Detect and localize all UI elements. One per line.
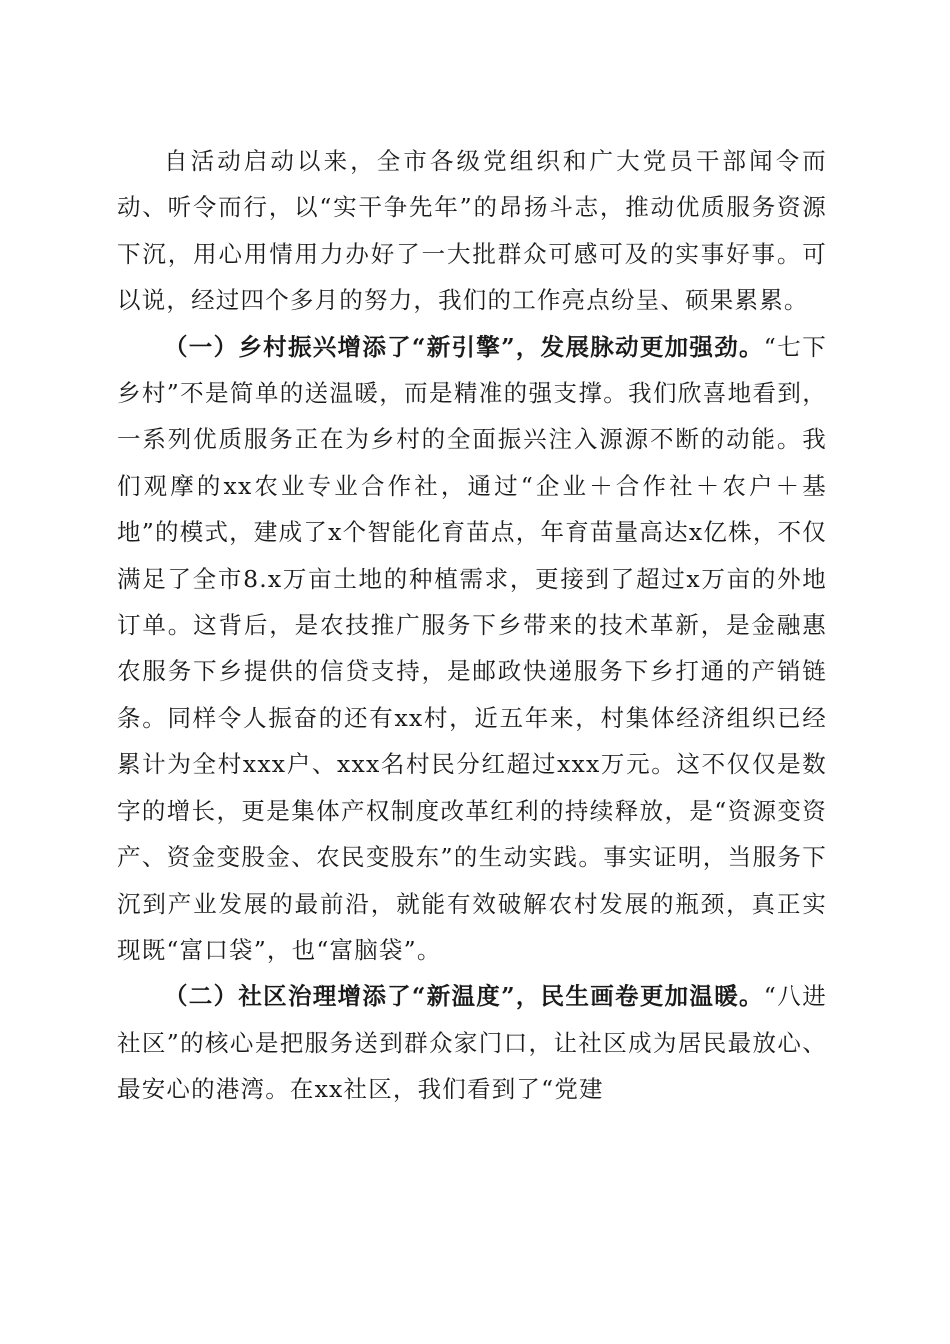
document-body	[117, 138, 827, 1113]
section-heading-community: （二）社区治理增添了“新温度”，民生画卷更加温暖。	[164, 982, 764, 1011]
paragraph-rural-revitalization	[117, 324, 827, 974]
paragraph-intro-text: 自活动启动以来，全市各级党组织和广大党员干部闻令而动、听令而行，以“实干争先年”的昂扬斗志，推动优质服务资源下沉，用心用情用力办好了一大批群众可感可及的实事好事。可以说，经过四个多月的努力，我们的工作亮点纷呈、硕果累累。	[117, 147, 827, 315]
section-heading-rural: （一）乡村振兴增添了“新引擎”，发展脉动更加强劲。	[164, 332, 764, 361]
paragraph-community-text: “八进社区”的核心是把服务送到群众家门口，让社区成为居民最放心、最安心的港湾。在xx社区，我们看到了“党建	[117, 982, 827, 1104]
paragraph-community-governance	[117, 973, 827, 1112]
paragraph-intro	[117, 138, 827, 324]
paragraph-rural-text: “七下乡村”不是简单的送温暖，而是精准的强支撑。我们欣喜地看到，一系列优质服务正在为乡村的全面振兴注入源源不断的动能。我们观摩的xx农业专业合作社，通过“企业＋合作社＋农户＋基地”的模式，建成了x个智能化育苗点，年育苗量高达x亿株，不仅满足了全市8.x万亩土地的种植需求，更接到了超过x万亩的外地订单。这背后，是农技推广服务下乡带来的技术革新，是金融惠农服务下乡提供的信贷支持，是邮政快递服务下乡打通的产销链条。同样令人振奋的还有xx村，近五年来，村集体经济组织已经累计为全村xxx户、xxx名村民分红超过xxx万元。这不仅仅是数字的增长，更是集体产权制度改革红利的持续释放，是“资源变资产、资金变股金、农民变股东”的生动实践。事实证明，当服务下沉到产业发展的最前沿，就能有效破解农村发展的瓶颈，真正实现既“富口袋”，也“富脑袋”。	[117, 332, 827, 964]
